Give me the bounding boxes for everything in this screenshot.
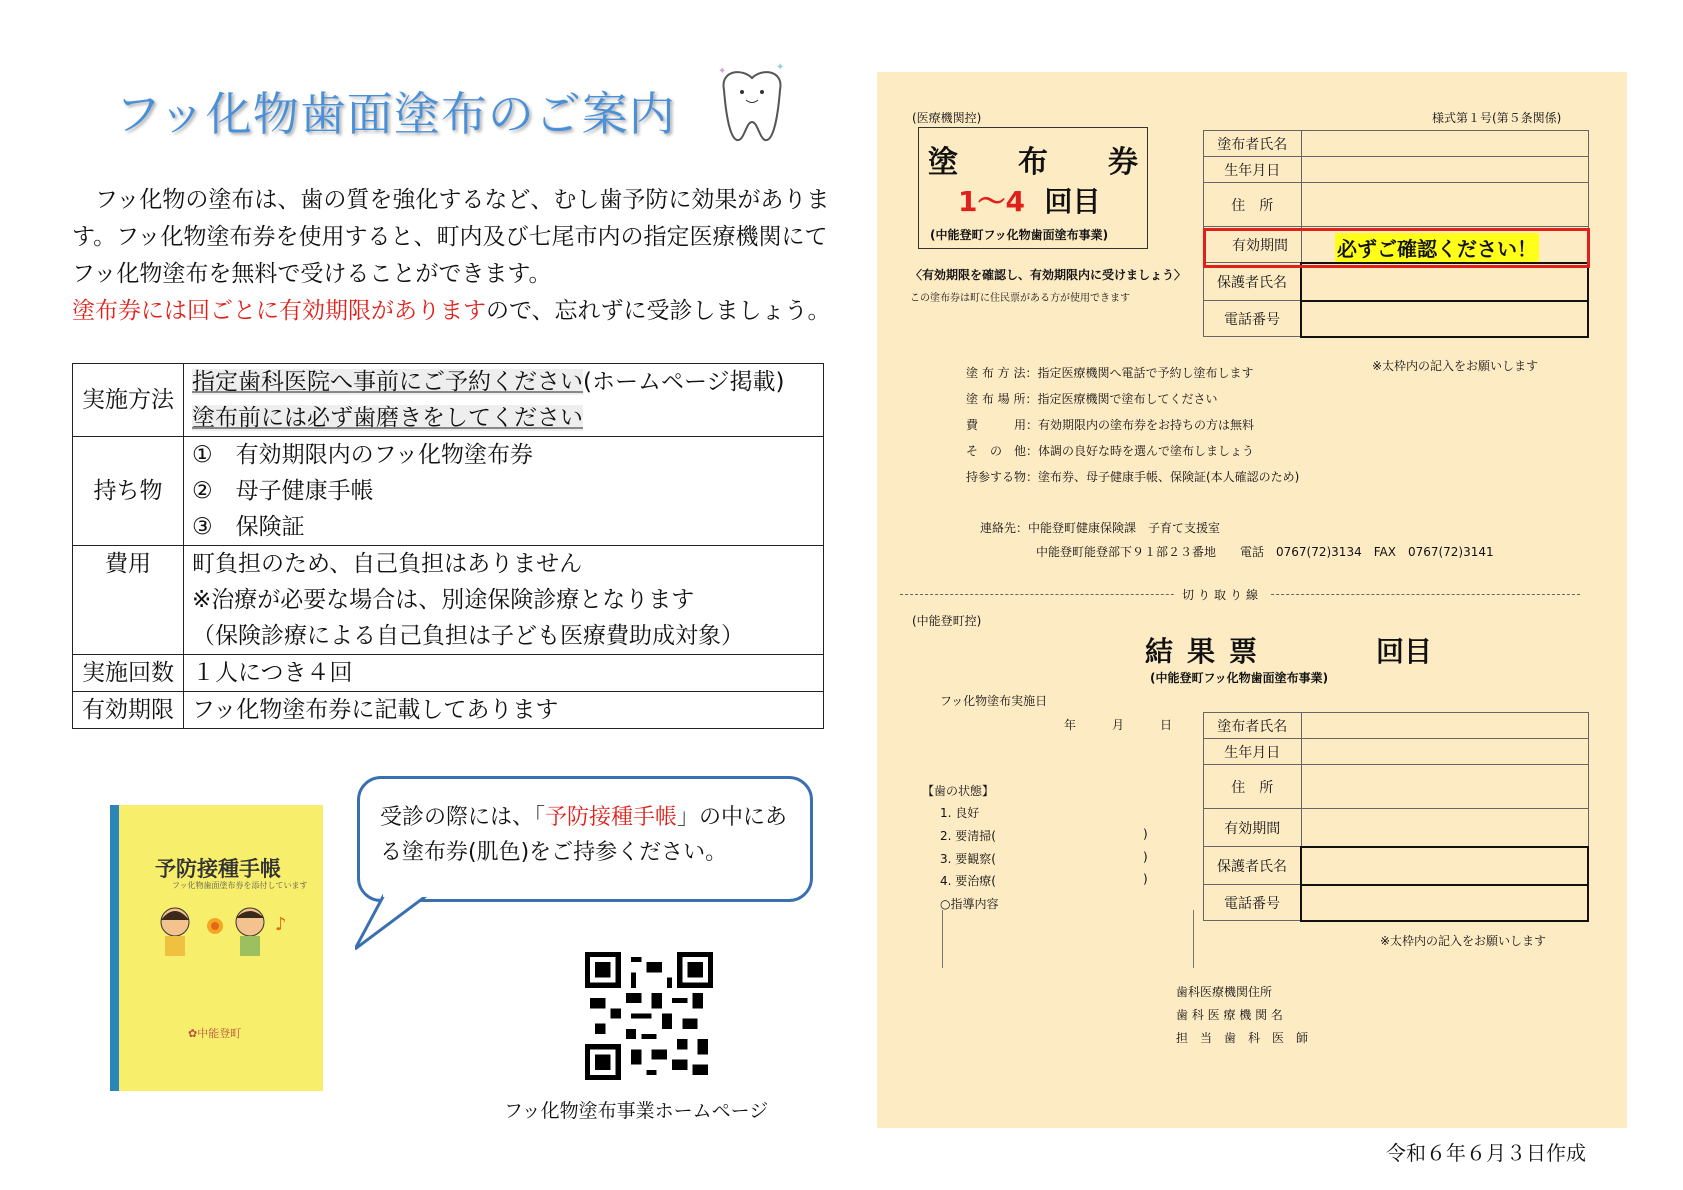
form-label: 塗布者氏名: [1204, 131, 1302, 157]
form-label: 有効期間: [1204, 809, 1302, 847]
handbook-logo: ✿中能登町: [188, 1027, 242, 1040]
children-illustration-icon: [155, 900, 295, 960]
date-unit: 日: [1160, 718, 1173, 732]
teeth-item: 1. 良好: [940, 806, 980, 820]
bubble-tail-icon: [355, 893, 445, 953]
method-label: 実施方法: [73, 364, 184, 437]
form-label: 住 所: [1204, 183, 1302, 227]
teeth-item: 2. 要清掃(: [940, 829, 996, 843]
form-label: 保護者氏名: [1204, 847, 1302, 885]
bubble-red: 予防接種手帳: [545, 805, 678, 830]
method-line1: 指定歯科医院へ事前にご予約ください: [192, 369, 583, 395]
bubble-text: [380, 800, 800, 870]
qr-label: フッ化物塗布事業ホームページ: [504, 1100, 769, 1122]
validity-note: 〈有効期限を確認し、有効期限内に受けましょう〉: [910, 268, 1187, 282]
items-item: ② 母子健康手帳: [192, 478, 374, 504]
created-date: 令和６年６月３日作成: [1386, 1141, 1586, 1165]
svg-text:♪: ♪: [275, 914, 287, 935]
ticket-count: [958, 180, 1100, 220]
medical-control-label: (医療機関控): [912, 111, 982, 125]
result-title: 結果票: [1145, 635, 1272, 668]
warning-rest-text: ので、忘れずに受診しましょう。: [486, 298, 831, 324]
form-field[interactable]: [1301, 183, 1588, 227]
form-number: 様式第１号(第５条関係): [1432, 111, 1562, 125]
form-label: 住 所: [1204, 765, 1302, 809]
town-control-label: (中能登町控): [912, 614, 982, 628]
validity-label: 有効期限: [73, 692, 184, 729]
close-paren: ): [1143, 872, 1148, 886]
cost-label: 費用: [73, 546, 184, 655]
warning-red-text: 塗布券には回ごとに有効期限があります: [72, 298, 486, 324]
items-item: ① 有効期限内のフッ化物塗布券: [192, 442, 534, 468]
handbook-title: 予防接種手帳: [155, 857, 281, 881]
ticket-business: (中能登町フッ化物歯面塗布事業): [930, 228, 1109, 242]
impl-date-label: フッ化物塗布実施日: [940, 694, 1048, 708]
svg-text:✦: ✦: [776, 62, 785, 73]
detail-line: そ の 他：体調の良好な時を選んで塗布しましょう: [966, 444, 1255, 458]
ticket-char: 布: [1018, 145, 1048, 180]
form-field[interactable]: [1301, 739, 1588, 765]
form-field[interactable]: [1301, 885, 1588, 921]
result-business: (中能登町フッ化物歯面塗布事業): [1150, 671, 1329, 685]
intro-text: [72, 182, 832, 330]
clinic-address-label: 歯科医療機関住所: [1176, 985, 1273, 999]
count-value: １人につき４回: [184, 655, 824, 692]
form-field[interactable]: [1301, 713, 1588, 739]
guidance-bracket: [942, 910, 1194, 968]
cost-line: （保険診療による自己負担は子ども医療費助成対象）: [192, 623, 744, 649]
form-field[interactable]: [1301, 847, 1588, 885]
count-label: 実施回数: [73, 655, 184, 692]
table-row: [73, 692, 824, 729]
teeth-item: 4. 要治療(: [940, 874, 996, 888]
form-field[interactable]: [1301, 263, 1588, 301]
result-times: 回目: [1376, 635, 1433, 668]
teeth-heading: 【歯の状態】: [922, 784, 995, 798]
validity-label: 有効期間: [1232, 238, 1288, 254]
close-paren: ): [1143, 827, 1148, 841]
cost-line: ※治療が必要な場合は、別途保険診療となります: [192, 587, 695, 613]
page-title: フッ化物歯面塗布のご案内: [115, 87, 676, 141]
method-note: (ホームページ掲載): [583, 369, 785, 395]
ticket-title: [928, 137, 1138, 181]
bubble-post: 」の中にある塗布券(肌色)をご持参ください。: [380, 805, 788, 865]
form-field[interactable]: [1301, 765, 1588, 809]
qr-code-icon[interactable]: [585, 952, 713, 1080]
bubble-pre: 受診の際には、「: [380, 805, 546, 830]
contact-line: 連絡先：中能登町健康保険課 子育て支援室: [980, 521, 1221, 535]
cut-line-label: 切り取り線: [1174, 586, 1270, 603]
ticket-count-suffix: 回目: [1044, 185, 1101, 218]
result-form-table: [1203, 712, 1589, 922]
form-label: 塗布者氏名: [1204, 713, 1302, 739]
detail-line: 塗 布 方 法：指定医療機関へ電話で予約し塗布します: [966, 366, 1254, 380]
form-field[interactable]: [1301, 301, 1588, 337]
close-paren: ): [1143, 850, 1148, 864]
contact-address: 中能登町能登部下９１部２３番地 電話 0767(72)3134 FAX 0767(72)3141: [1036, 545, 1494, 559]
guidance-label: ○指導内容: [940, 897, 999, 911]
items-label: 持ち物: [73, 437, 184, 546]
cost-line: 町負担のため、自己負担はありません: [192, 551, 583, 577]
svg-text:✦: ✦: [718, 66, 727, 77]
detail-line: 塗 布 場 所：指定医療機関で塗布してください: [966, 392, 1218, 406]
table-row: [73, 546, 824, 655]
form-field[interactable]: [1301, 131, 1588, 157]
handbook-subtitle: フッ化物歯面塗布券を添付しています: [172, 881, 308, 890]
method-value: [184, 364, 824, 437]
table-row: [73, 364, 824, 437]
method-line2: 塗布前には必ず歯磨きをしてください: [192, 405, 583, 431]
ticket-count-range: 1～4: [958, 185, 1025, 218]
date-unit: 月: [1112, 718, 1125, 732]
teeth-item: 3. 要観察(: [940, 852, 996, 866]
ticket-char: 券: [1108, 145, 1138, 180]
info-table: [72, 363, 824, 729]
thick-frame-note: ※太枠内の記入をお願いします: [1380, 934, 1547, 948]
detail-line: 持参する物：塗布券、母子健康手帳、保険証(本人確認のため): [966, 470, 1300, 484]
items-item: ③ 保険証: [192, 514, 305, 540]
table-row: [73, 437, 824, 546]
form-field[interactable]: [1301, 809, 1588, 847]
detail-line: 費 用：有効期限内の塗布券をお持ちの方は無料: [966, 418, 1255, 432]
form-label: 生年月日: [1204, 739, 1302, 765]
cost-value: [184, 546, 824, 655]
intro-paragraph: フッ化物の塗布は、歯の質を強化するなど、むし歯予防に効果があります。フッ化物塗布券を使用すると、町内及び七尾市内の指定医療機関にてフッ化物塗布を無料で受けることができます。: [72, 187, 830, 287]
tooth-mascot-icon: [712, 60, 792, 150]
form-label: 電話番号: [1204, 301, 1302, 337]
dentist-label: 担 当 歯 科 医 師: [1176, 1031, 1309, 1045]
thick-frame-note: ※太枠内の記入をお願いします: [1372, 359, 1539, 373]
items-value: [184, 437, 824, 546]
form-label: 電話番号: [1204, 885, 1302, 921]
resident-note: この塗布券は町に住民票がある方が使用できます: [910, 293, 1130, 304]
ticket-char: 塗: [928, 145, 958, 180]
validity-check-text: 必ずご確認ください！: [1335, 233, 1539, 262]
form-field[interactable]: [1301, 157, 1588, 183]
form-label: 生年月日: [1204, 157, 1302, 183]
clinic-name-label: 歯 科 医 療 機 関 名: [1176, 1008, 1283, 1022]
table-row: [73, 655, 824, 692]
date-unit: 年: [1064, 718, 1077, 732]
form-label: 保護者氏名: [1204, 263, 1302, 301]
validity-value: フッ化物塗布券に記載してあります: [184, 692, 824, 729]
